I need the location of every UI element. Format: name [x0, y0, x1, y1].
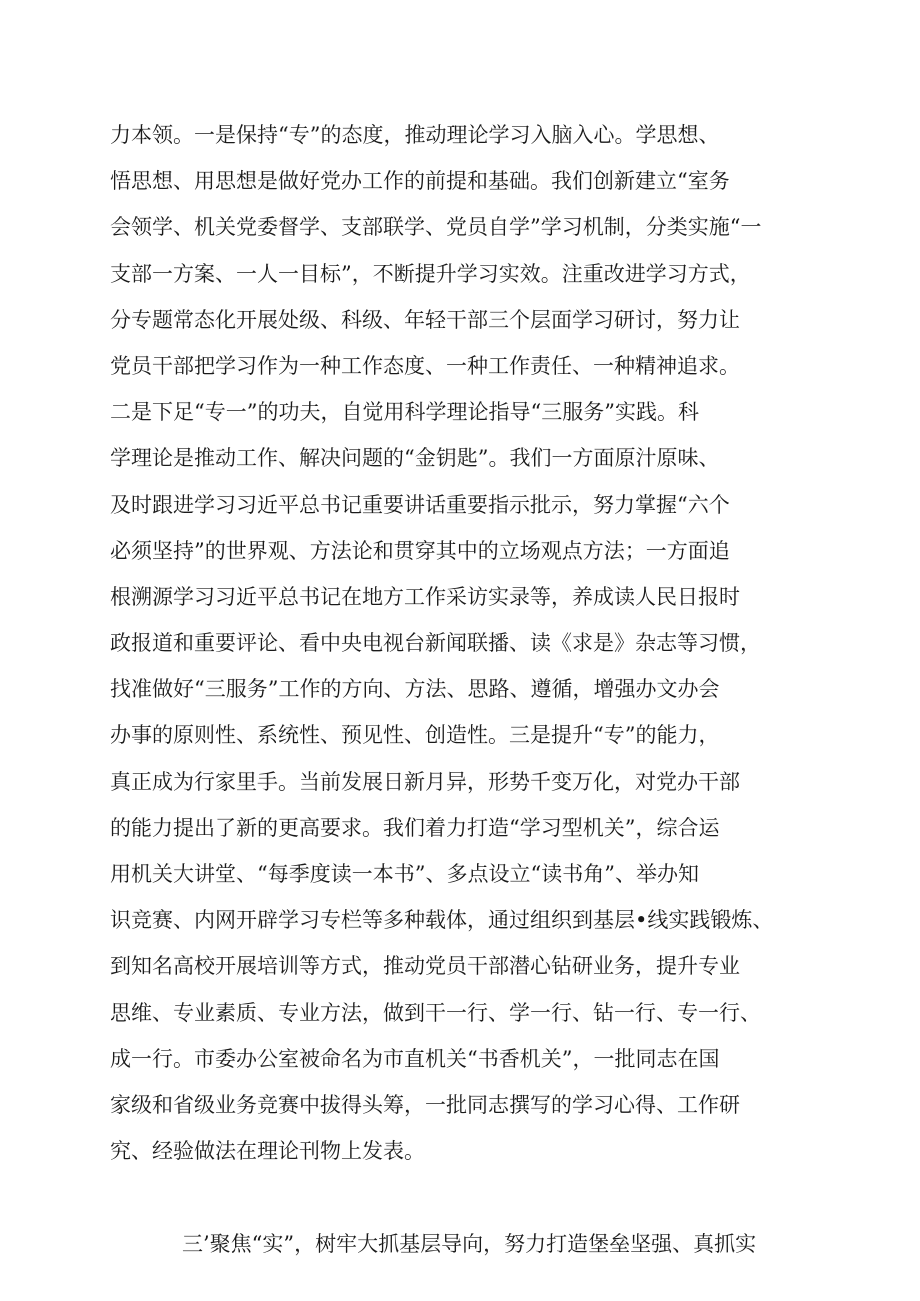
section-heading-line: 三’聚焦“实”，树牢大抓基层导向，努力打造堡垒坚强、真抓实 — [182, 1231, 757, 1256]
text-line: 会领学、机关党委督学、支部联学、党员自学”学习机制，分类实施“一 — [110, 215, 762, 240]
text-line: 二是下足“专一”的功夫，自觉用科学理论指导“三服务”实践。科 — [110, 400, 699, 425]
text-line: 政报道和重要评论、看中央电视台新闻联播、读《求是》杂志等习惯， — [110, 631, 761, 656]
text-line: 办事的原则性、系统性、预见性、创造性。三是提升“专”的能力， — [110, 723, 720, 748]
text-line: 究、经验做法在理论刊物上发表。 — [110, 1139, 425, 1164]
blank-line — [110, 1174, 800, 1220]
text-line: 用机关大讲堂、“每季度读一本书”、多点设立“读书角”、举办知 — [110, 862, 699, 886]
text-line: 思维、专业素质、专业方法，做到干一行、学一行、钻一行、专一行、 — [110, 1000, 761, 1025]
text-line: 悟思想、用思想是做好党办工作的前提和基础。我们创新建立“室务 — [110, 169, 730, 194]
text-line: 真正成为行家里手。当前发展日新月异，形势千变万化，对党办干部 — [110, 769, 740, 794]
text-line: 学理论是推动工作、解决问题的“金钥匙”。我们一方面原汁原味、 — [110, 446, 720, 471]
text-line: 及时跟进学习习近平总书记重要讲话重要指示批示，努力掌握“六个 — [110, 492, 730, 517]
text-line: 力本领。一是保持“专”的态度，推动理论学习入脑入心。学思想、 — [110, 123, 720, 147]
text-line: 的能力提出了新的更高要求。我们着力打造“学习型机关”，综合运 — [110, 815, 720, 840]
text-line: 党员干部把学习作为一种工作态度、一种工作责任、一种精神追求。 — [110, 353, 740, 378]
text-line: 支部一方案、一人一目标”，不断提升学习实效。注重改进学习方式， — [110, 261, 751, 286]
text-line: 找准做好“三服务”工作的方向、方法、思路、遵循，增强办文办会 — [110, 677, 720, 702]
text-line: 家级和省级业务竞赛中拔得头筹，一批同志撰写的学习心得、工作研 — [110, 1092, 740, 1117]
text-line: 必须坚持”的世界观、方法论和贯穿其中的立场观点方法；一方面追 — [110, 538, 730, 563]
text-line: 分专题常态化开展处级、科级、年轻干部三个层面学习研讨，努力让 — [110, 307, 740, 332]
body-text — [110, 112, 800, 1267]
text-line: 识竞赛、内网开辟学习专栏等多种载体，通过组织到基层•线实践锻炼、 — [110, 908, 774, 933]
text-line: 成一行。市委办公室被命名为市直机关“书香机关”，一批同志在国 — [110, 1046, 720, 1071]
text-line: 根溯源学习习近平总书记在地方工作采访实录等，养成读人民日报时 — [110, 584, 740, 609]
text-line: 到知名高校开展培训等方式，推动党员干部潜心钻研业务，提升专业 — [110, 954, 740, 979]
